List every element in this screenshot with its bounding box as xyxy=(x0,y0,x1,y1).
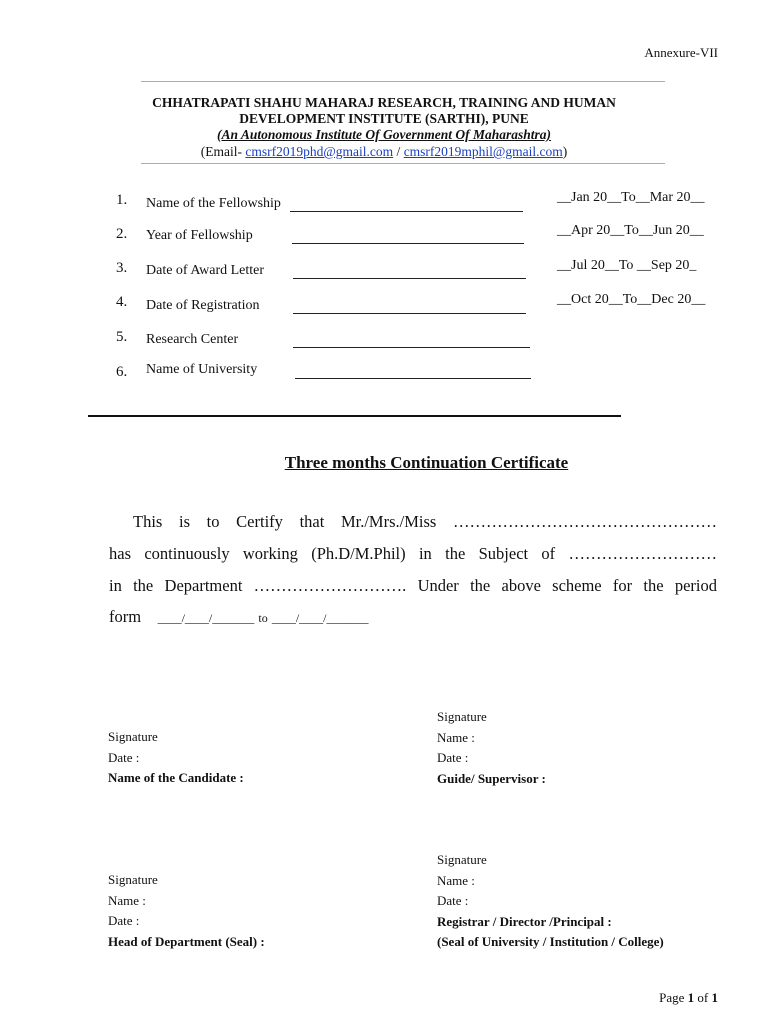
email-phd-link[interactable]: cmsrf2019phd@gmail.com xyxy=(245,144,394,159)
date-label: Date : xyxy=(437,750,469,765)
date-label: Date : xyxy=(108,913,140,928)
quarter-option-jul-sep: __Jul 20__To __Sep 20_ xyxy=(557,258,697,273)
email-prefix: (Email- xyxy=(200,144,246,159)
seal-label: (Seal of University / Institution / College) xyxy=(437,934,664,949)
signature-label: Signature xyxy=(437,709,487,724)
form-label: form xyxy=(109,607,142,626)
fill-line-research-center[interactable] xyxy=(293,347,530,348)
field-label-award-letter-date: Date of Award Letter xyxy=(146,263,265,278)
fill-line-award-letter-date[interactable] xyxy=(293,278,526,279)
registrar-role-label: Registrar / Director /Principal : xyxy=(437,913,612,929)
candidate-signature-block xyxy=(108,727,244,789)
field-label-university: Name of University xyxy=(146,362,258,377)
signature-label: Signature xyxy=(108,872,158,887)
name-label: Name : xyxy=(437,729,475,745)
section-divider xyxy=(88,415,621,417)
field-number: 1. xyxy=(116,192,128,208)
certificate-line-1: This is to Certify that Mr./Mrs./Miss ………………………………………… xyxy=(133,512,717,531)
institute-subtitle: (An Autonomous Institute Of Government Of Maharashtra) xyxy=(216,127,552,142)
field-number: 6. xyxy=(116,364,128,380)
certificate-title: Three months Continuation Certificate xyxy=(284,453,569,472)
field-label-fellowship-name: Name of the Fellowship xyxy=(146,196,281,211)
guide-role-label: Guide/ Supervisor : xyxy=(437,770,546,786)
page-number: Page 1 of 1 xyxy=(659,990,718,1005)
field-label-fellowship-year: Year of Fellowship xyxy=(146,228,253,243)
field-label-research-center: Research Center xyxy=(146,332,239,347)
signature-label: Signature xyxy=(437,852,487,867)
email-line xyxy=(0,144,768,160)
fill-line-university[interactable] xyxy=(295,378,531,379)
annexure-label: Annexure-VII xyxy=(644,45,718,60)
quarter-option-apr-jun: __Apr 20__To__Jun 20__ xyxy=(557,223,704,238)
name-label: Name : xyxy=(437,872,475,888)
institute-name-line2: DEVELOPMENT INSTITUTE (SARTHI), PUNE xyxy=(239,111,529,126)
quarter-option-jan-mar: __Jan 20__To__Mar 20__ xyxy=(557,190,705,205)
signature-label: Signature xyxy=(108,729,158,744)
fill-line-fellowship-name[interactable] xyxy=(290,211,523,212)
certificate-period-line xyxy=(109,607,369,627)
guide-signature-block xyxy=(437,707,546,789)
field-number: 5. xyxy=(116,329,128,345)
certificate-line-3: in the Department ………………………. Under the above scheme for the period xyxy=(109,576,717,595)
certificate-line-2: has continuously working (Ph.D/M.Phil) in the Subject of ……………………… xyxy=(109,544,717,563)
email-mphil-link[interactable]: cmsrf2019mphil@gmail.com xyxy=(403,144,563,159)
fill-line-fellowship-year[interactable] xyxy=(292,243,524,244)
field-number: 4. xyxy=(116,294,128,310)
header-bottom-rule xyxy=(141,163,665,164)
candidate-role-label: Name of the Candidate : xyxy=(108,770,244,785)
hod-role-label: Head of Department (Seal) : xyxy=(108,933,265,949)
quarter-option-oct-dec: __Oct 20__To__Dec 20__ xyxy=(557,292,706,307)
field-number: 2. xyxy=(116,226,128,242)
header-top-rule xyxy=(141,81,665,82)
email-suffix: ) xyxy=(562,144,568,159)
institute-name-line1: CHHATRAPATI SHAHU MAHARAJ RESEARCH, TRAINING AND HUMAN xyxy=(152,95,616,110)
date-label: Date : xyxy=(108,749,140,765)
hod-signature-block xyxy=(108,870,265,952)
email-separator: / xyxy=(393,144,404,159)
date-to-blank[interactable]: ____/____/_______ xyxy=(271,611,369,625)
registrar-signature-block xyxy=(437,850,664,953)
to-label: to xyxy=(258,611,268,625)
date-from-blank[interactable]: ____/____/_______ xyxy=(157,611,255,625)
field-number: 3. xyxy=(116,260,128,276)
fill-line-registration-date[interactable] xyxy=(293,313,526,314)
name-label: Name : xyxy=(108,892,146,908)
date-label: Date : xyxy=(437,893,469,908)
field-label-registration-date: Date of Registration xyxy=(146,298,260,313)
